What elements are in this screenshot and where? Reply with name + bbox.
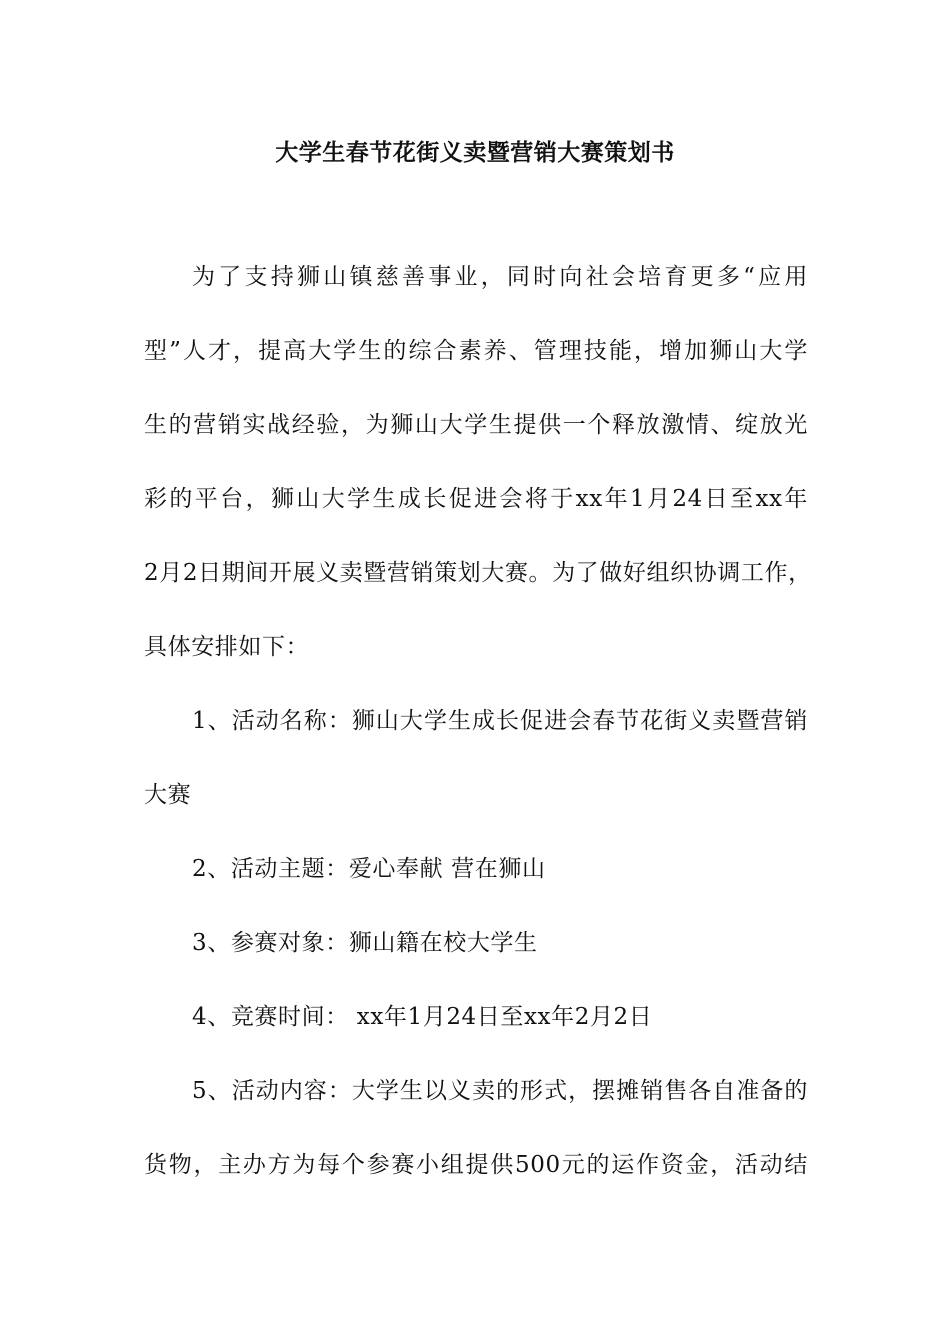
item-1-line-1: 1、活动名称：狮山大学生成长促进会春节花街义卖暨营销: [192, 708, 808, 734]
item-5-line-1: 5、活动内容：大学生以义卖的形式，摆摊销售各自准备的: [192, 1078, 808, 1104]
paragraph-line-6: 具体安排如下：: [144, 634, 310, 660]
item-4: 4、竞赛时间： xx年1月24日至xx年2月2日: [192, 1004, 653, 1030]
document-title: 大学生春节花街义卖暨营销大赛策划书: [275, 139, 675, 166]
paragraph-line-1: 为了支持狮山镇慈善事业，同时向社会培育更多“应用: [192, 264, 808, 290]
paragraph-line-5: 2月2日期间开展义卖暨营销策划大赛。为了做好组织协调工作，: [144, 560, 812, 586]
item-1-line-2: 大赛: [144, 782, 192, 808]
item-5-line-2: 货物，主办方为每个参赛小组提供500元的运作资金，活动结: [144, 1152, 808, 1178]
paragraph-line-2: 型”人才，提高大学生的综合素养、管理技能，增加狮山大学: [144, 338, 808, 364]
paragraph-line-4: 彩的平台，狮山大学生成长促进会将于xx年1月24日至xx年: [144, 486, 808, 512]
document-body: [144, 257, 812, 1219]
paragraph-line-3: 生的营销实战经验，为狮山大学生提供一个释放激情、绽放光: [144, 412, 808, 438]
item-3: 3、参赛对象：狮山籍在校大学生: [192, 930, 538, 956]
item-2: 2、活动主题：爱心奉献 营在狮山: [192, 856, 546, 882]
